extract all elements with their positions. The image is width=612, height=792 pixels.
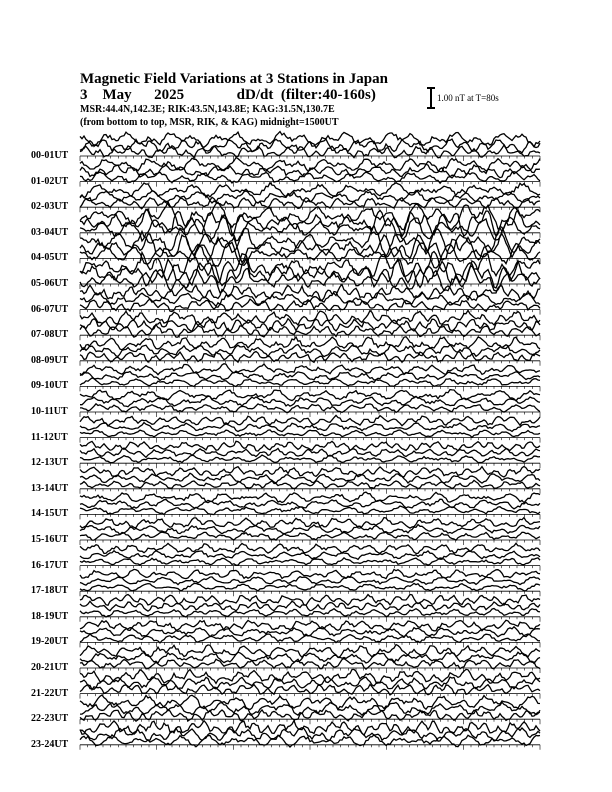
hour-label: 10-11UT — [31, 406, 68, 417]
trace-msr — [80, 404, 540, 413]
hour-label: 18-19UT — [31, 610, 69, 622]
hour-label: 01-02UT — [31, 175, 69, 187]
trace-rik — [80, 702, 540, 715]
trace-msr — [80, 480, 540, 488]
month: May — [102, 87, 132, 103]
hour-label: 11-12UT — [31, 431, 68, 443]
hour-label: 13-14UT — [31, 482, 69, 494]
trace-rik — [80, 473, 540, 483]
stations-line: MSR:44.4N,142.3E; RIK:43.5N,143.8E; KAG:31.5N,130.7E — [80, 104, 335, 115]
hour-label: 04-05UT — [31, 252, 69, 264]
order-line: (from bottom to top, MSR, RIK, & KAG) midnight=1500UT — [80, 117, 339, 128]
trace-rik — [80, 627, 540, 637]
hour-label: 16-17UT — [31, 559, 69, 571]
trace-kag — [80, 620, 540, 631]
hour-label: 14-15UT — [31, 508, 69, 520]
hour-label: 17-18UT — [31, 585, 69, 597]
trace-rik — [80, 677, 540, 690]
trace-msr — [80, 583, 540, 591]
trace-kag — [80, 569, 540, 578]
trace-msr — [80, 455, 540, 463]
trace-msr — [80, 558, 540, 565]
trace-kag — [80, 202, 540, 232]
hour-label: 06-07UT — [31, 303, 69, 315]
filter-label: (filter:40-160s) — [280, 87, 376, 103]
hour-label: 22-23UT — [31, 713, 69, 725]
trace-rik — [80, 601, 540, 611]
hour-label: 07-08UT — [31, 329, 69, 341]
hour-label: 12-13UT — [31, 457, 69, 469]
hour-label: 09-10UT — [31, 380, 69, 392]
hour-label: 19-20UT — [31, 636, 69, 648]
hour-label: 20-21UT — [31, 662, 69, 673]
quantity-label: dD/dt — [236, 87, 274, 103]
trace-rik — [80, 728, 540, 742]
hour-label: 05-06UT — [31, 278, 69, 289]
chart-title: Magnetic Field Variations at 3 Stations in Japan — [80, 71, 388, 87]
trace-rik — [80, 551, 540, 560]
hour-label: 23-24UT — [31, 738, 69, 750]
hour-label: 00-01UT — [31, 150, 69, 161]
trace-rik — [80, 164, 540, 178]
year: 2025 — [154, 87, 185, 103]
hour-label: 08-09UT — [31, 354, 69, 366]
trace-msr — [80, 430, 540, 437]
trace-msr — [80, 659, 540, 670]
scale-label: 1.00 nT at T=80s — [437, 93, 499, 103]
hour-label: 03-04UT — [31, 226, 69, 238]
day: 3 — [80, 87, 88, 103]
trace-kag — [80, 415, 540, 426]
trace-kag — [80, 132, 540, 148]
trace-kag — [80, 441, 540, 451]
trace-msr — [80, 532, 540, 540]
hour-label: 02-03UT — [31, 201, 69, 213]
trace-rik — [80, 372, 540, 381]
hour-label: 15-16UT — [31, 534, 69, 545]
hour-label: 21-22UT — [31, 687, 69, 699]
